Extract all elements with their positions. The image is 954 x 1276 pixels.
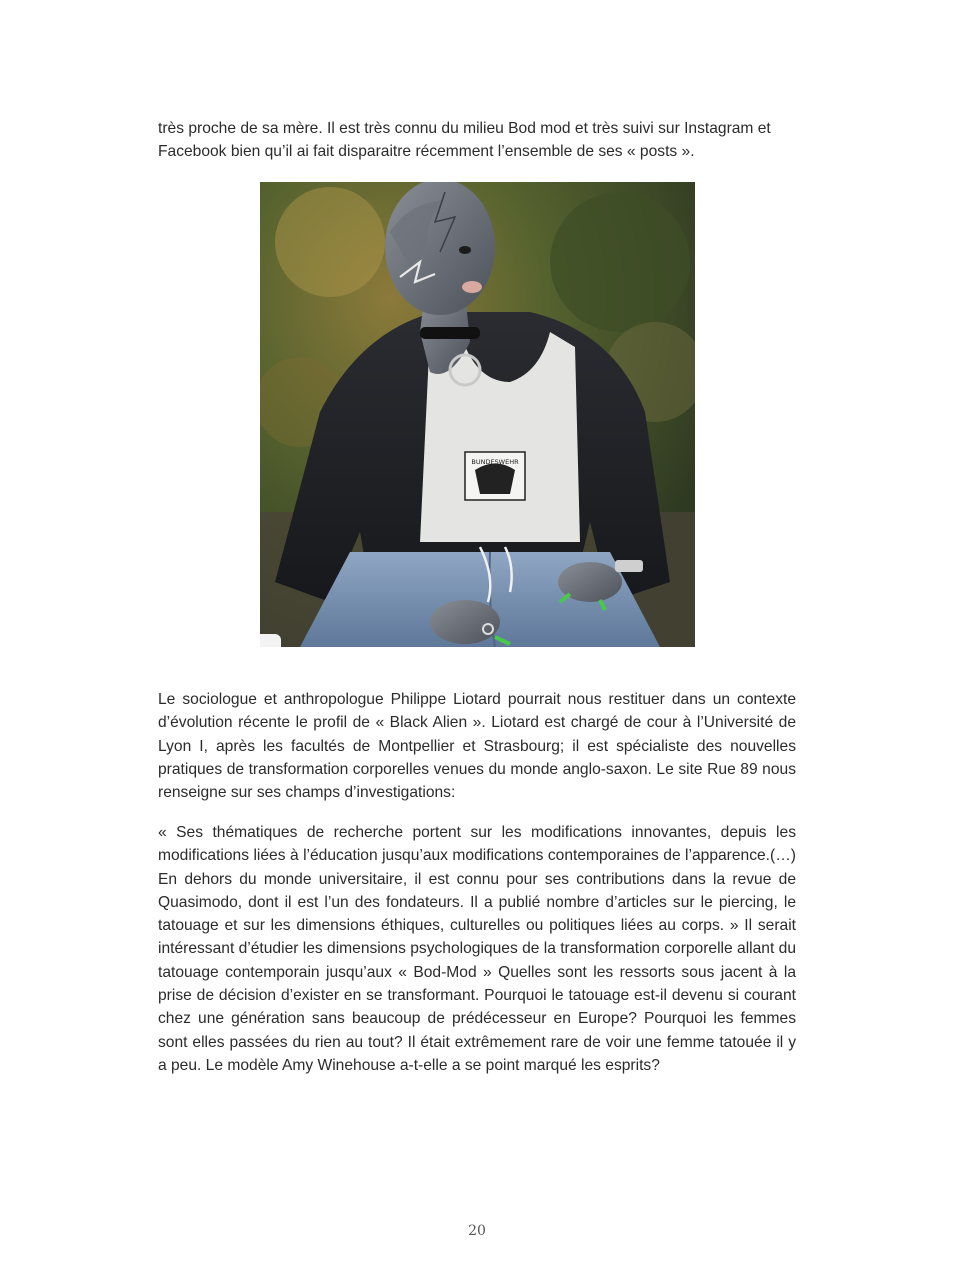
paragraph-quote: « Ses thématiques de recherche portent sur les modifications innovantes, depuis les modifications liées à l’éducation jusqu’aux modifications contemporaines de l’apparence.(…) En dehors du monde universitaire, il est connu pour ses contributions dans la revue de Quasimodo, dont il est l’un des fondateurs. Il a publié nombre d’articles sur le piercing, le tatouage et sur les dimensions éthiques, culturelles ou politiques liées au corps. » Il serait intéressant d’étudier les dimensions psychologiques de la transformation corporelle allant du tatouage contemporain jusqu’aux « Bod-Mod » Quelles sont les ressorts sous jacent à la prise de décision d’exister en se transformant. Pourquoi le tatouage est-il devenu si courant chez une génération sans beaucoup de prédécesseur en Europe? Pourquoi les femmes sont elles passées du rien au tout? Il était extrêmement rare de voir une femme tatouée il y a peu. Le modèle Amy Winehouse a-t-elle a se point marqué les esprits?	[158, 824, 796, 1074]
svg-text:BUNDESWEHR: BUNDESWEHR	[471, 458, 519, 466]
page-number: 20	[468, 1223, 486, 1239]
paragraph-liotard: Le sociologue et anthropologue Philippe Liotard pourrait nous restituer dans un contexte d’évolution récente le profil de « Black Alien ». Liotard est chargé de cour à l’Université de Lyon I, après les facultés de Montpellier et Strasbourg; il est spécialiste des nouvelles pratiques de transformation corporelles venues du monde anglo-saxon. Le site Rue 89 nous renseigne sur ses champs d’investigations:	[158, 691, 796, 802]
paragraph-intro: très proche de sa mère. Il est très connu du milieu Bod mod et très suivi sur Instagram et Facebook bien qu’il ai fait disparaitre récemment l’ensemble de ses « posts ».	[158, 120, 771, 161]
photo-black-alien	[260, 182, 695, 647]
photo-corner-mark	[260, 634, 281, 647]
